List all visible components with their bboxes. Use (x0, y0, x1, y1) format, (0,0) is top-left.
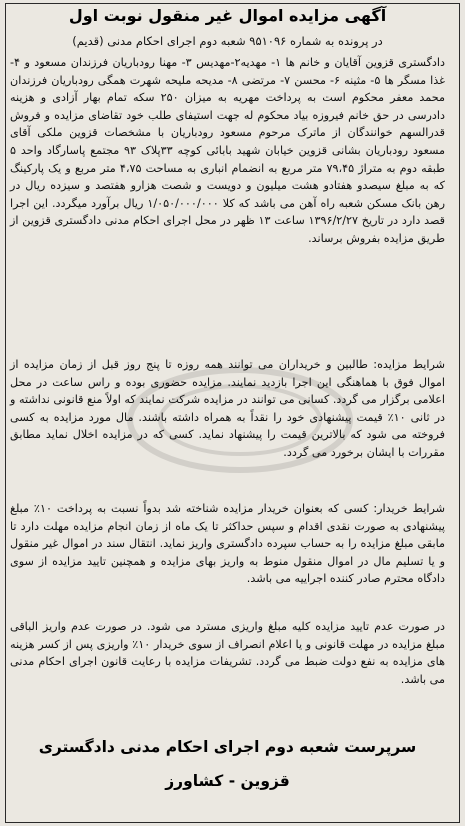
signature-name: قزوین - کشاورز (165, 772, 290, 790)
notice-paragraph-auction-conditions: شرایط مزایده: طالبین و خریداران می توانند همه روزه تا پنج روز قبل از زمان مزایده از اموال فوق با هماهنگی این اجرا بازدید نمایند. مزایده حضوری بوده و راس ساعت در محل اعلامی برگزار می گردد. کسانی می توانند در مزایده شرکت نمایند که اولاً منع قانونی نداشته و در ثانی ۱۰٪ قیمت پیشنهادی خود را نقداً به همراه داشته باشند. مال مورد مزایده به کسی فروخته می شود که بالاترین قیمت را پیشنهاد نماید. کسی که در مزایده اخلال نماید مطابق مقررات با ایشان برخورد می گردد. (10, 358, 445, 459)
notice-paragraph-buyer-conditions: شرایط خریدار: کسی که بعنوان خریدار مزایده شناخته شد بدواً نسبت به پرداخت ۱۰٪ مبلغ پیشنهادی به صورت نقدی اقدام و سپس حداکثر تا یک ماه از زمان انجام مزایده مهلت دارد تا مابقی مبلغ مزایده را به حساب سپرده دادگستری واریز نماید. انتقال سند در اموال غیر منقول و یا تسلیم مال در اموال منقول منوط به واریز بهای مزایده و همچنین تایید مزایده از سوی دادگاه محترم صادر کننده اجراییه می باشد. (10, 502, 445, 586)
notice-paragraph-case-details: دادگستری قزوین آقایان و خانم ها ۱- مهدیه۲-مهدیس ۳- مهنا رودباریان فرزندان مسعود و ۴- غذا مسگر ها ۵- مثینه ۶- محسن ۷- مرتضی ۸- مدیحه ملیحه شهرت همگی رودباریان فرزندان محمد معفر محکوم است به پرداخت مهریه به میزان ۲۵۰ سکه تمام بهار آزادی و هزینه دادرسی در حق خانم فیروزه بیاد محکوم له جهت استیفای طلب خود تقاضای مزایده و فروش قدرالسهم خوانندگان از ماترک مرحوم مسعود رودباریان با مشخصات قزوین ملکی آقای مسعود رودباریان بشانی قزوین خیابان شهید بابائی کوچه ۳۳پلاک ۹۳ مجتمع پاسارگاد واحد ۵ طبقه دوم به متراژ ۷۹،۴۵ متر مربع به انضمام انباری به مساحت ۴،۷۵ متر مربع و یک پارکینگ که به مبلغ سیصدو هفتادو هشت میلیون و دویست و شصت هزارو هفتصد و سیزده ریال در رهن بانک مسکن شعبه راه آهن می باشد که کلا ۱/۰۵۰/۰۰۰/۰۰۰ ریال برآورد میگردد. این اجرا قصد دارد در تاریخ ۱۳۹۶/۲/۲۷ ساعت ۱۳ ظهر در محل اجرای احکام مدنی دادگستری قزوین از طریق مزایده بفروش برساند. (10, 56, 446, 245)
notice-paragraph-cancellation: در صورت عدم تایید مزایده کلیه مبلغ واریزی مسترد می شود. در صورت عدم واریز الباقی مبلغ مزایده در مهلت قانونی و یا اعلام انصراف از سوی خریدار ۱۰٪ واریزی پس از کسر هزینه های مزایده به نفع دولت ضبط می گردد. تشریفات مزایده با رعایت قانون اجرای احکام مدنی می باشد. (10, 620, 445, 686)
signature-title: سرپرست شعبه دوم اجرای احکام مدنی دادگستری (38, 738, 417, 756)
notice-subtitle: در پرونده به شماره ۹۵۱۰۹۶ شعبه دوم اجرای احکام مدنی (قدیم) (72, 34, 383, 48)
notice-title: آگهی مزایده اموال غیر منقول نوبت اول (68, 6, 387, 25)
